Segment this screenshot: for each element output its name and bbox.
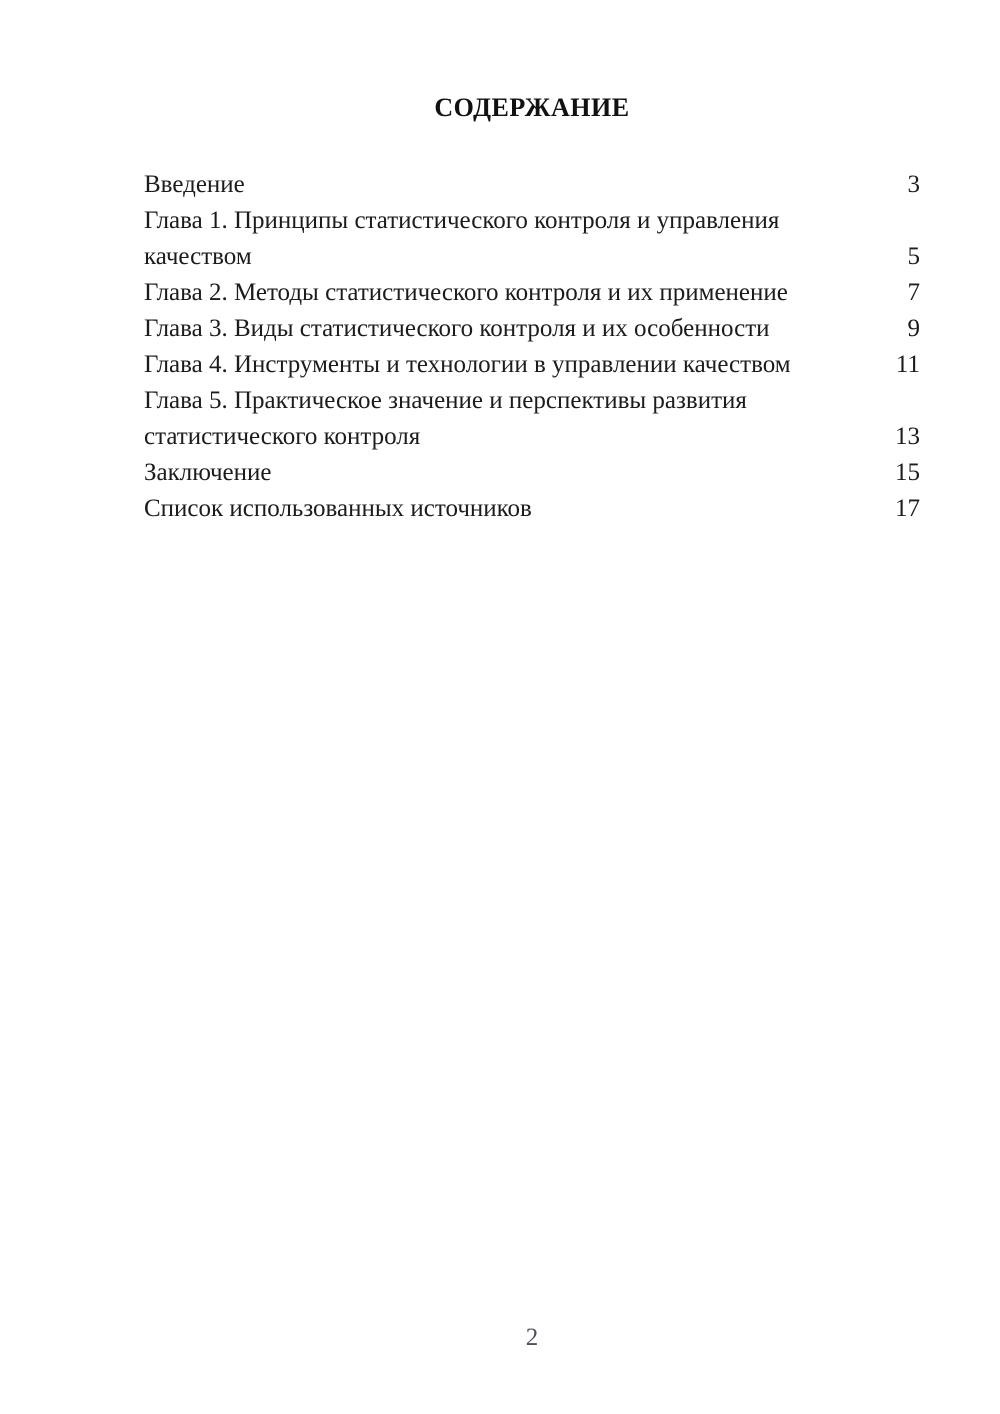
toc-entry-page-number: 7 — [907, 279, 920, 306]
toc-entry-page-number: 17 — [895, 495, 920, 522]
toc-entry-label: Глава 1. Принципы статистического контроля и управления качеством — [144, 207, 780, 270]
text-column — [144, 0, 920, 527]
toc-entry — [144, 275, 920, 311]
toc-entry-label: Глава 4. Инструменты и технологии в управлении качеством — [144, 351, 791, 378]
toc-entry — [144, 347, 920, 383]
toc-entry-page-number: 9 — [907, 315, 920, 342]
page-title: СОДЕРЖАНИЕ — [434, 93, 630, 122]
table-of-contents — [144, 167, 920, 527]
toc-entry-label: Список использованных источников — [144, 495, 532, 522]
toc-entry-label: Глава 2. Методы статистического контроля и их применение — [144, 279, 788, 306]
toc-entry — [144, 311, 920, 347]
toc-entry — [144, 203, 920, 275]
toc-entry-page-number: 11 — [895, 351, 920, 378]
footer-page-number: 2 — [525, 1324, 539, 1351]
toc-entry — [144, 491, 920, 527]
toc-entry-page-number: 3 — [907, 171, 920, 198]
toc-entry — [144, 455, 920, 491]
toc-entry-label: Заключение — [144, 459, 272, 486]
toc-entry — [144, 167, 920, 203]
toc-entry-label: Глава 3. Виды статистического контроля и их особенности — [144, 315, 770, 342]
toc-entry-page-number: 13 — [895, 423, 920, 450]
toc-entry — [144, 383, 920, 455]
toc-entry-page-number: 15 — [895, 459, 920, 486]
toc-entry-label: Глава 5. Практическое значение и перспективы развития статистического контроля — [144, 387, 747, 450]
toc-entry-label: Введение — [144, 171, 245, 198]
toc-entry-page-number: 5 — [907, 243, 920, 270]
